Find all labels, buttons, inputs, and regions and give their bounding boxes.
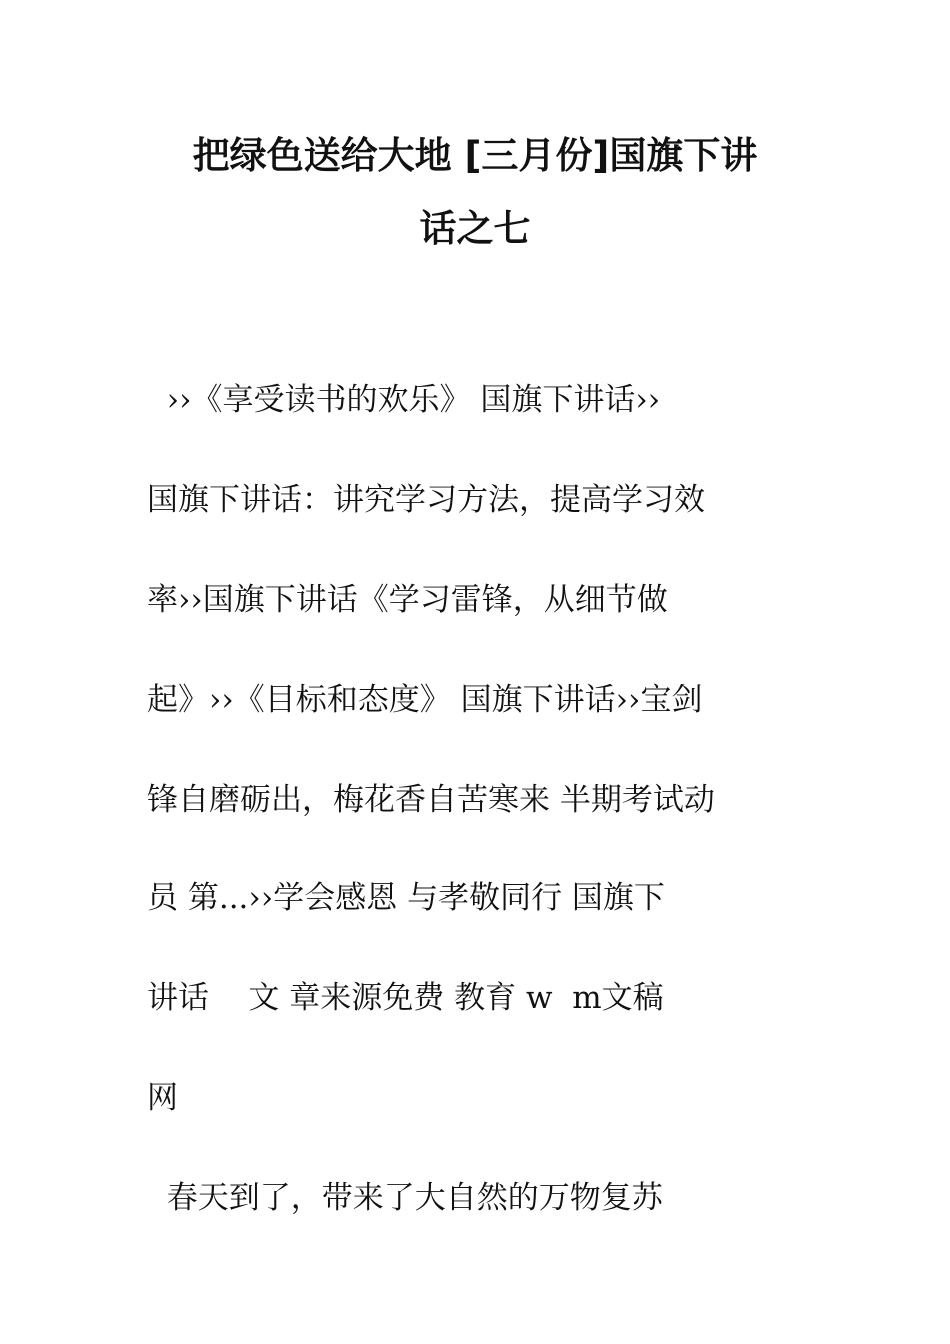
document-title-line-1: 把绿色送给大地 [三月份]国旗下讲 (192, 134, 758, 177)
body-line-9: 春天到了，带来了大自然的万物复苏 (147, 1180, 663, 1216)
body-line-4: 起》››《目标和态度》 国旗下讲话››宝剑 (147, 682, 703, 718)
body-line-7: 讲话 文 章来源免费 教育 w m文稿 (147, 980, 664, 1016)
body-line-6: 员 第...››学会感恩 与孝敬同行 国旗下 (147, 880, 665, 916)
body-line-8: 网 (147, 1080, 178, 1116)
body-line-5: 锋自磨砺出，梅花香自苦寒来 半期考试动 (147, 782, 715, 818)
document-title-line-2: 话之七 (419, 207, 531, 250)
body-line-2: 国旗下讲话：讲究学习方法，提高学习效 (147, 482, 705, 518)
body-line-1: ››《享受读书的欢乐》 国旗下讲话›› (147, 382, 661, 418)
body-line-3: 率››国旗下讲话《学习雷锋，从细节做 (147, 582, 668, 618)
